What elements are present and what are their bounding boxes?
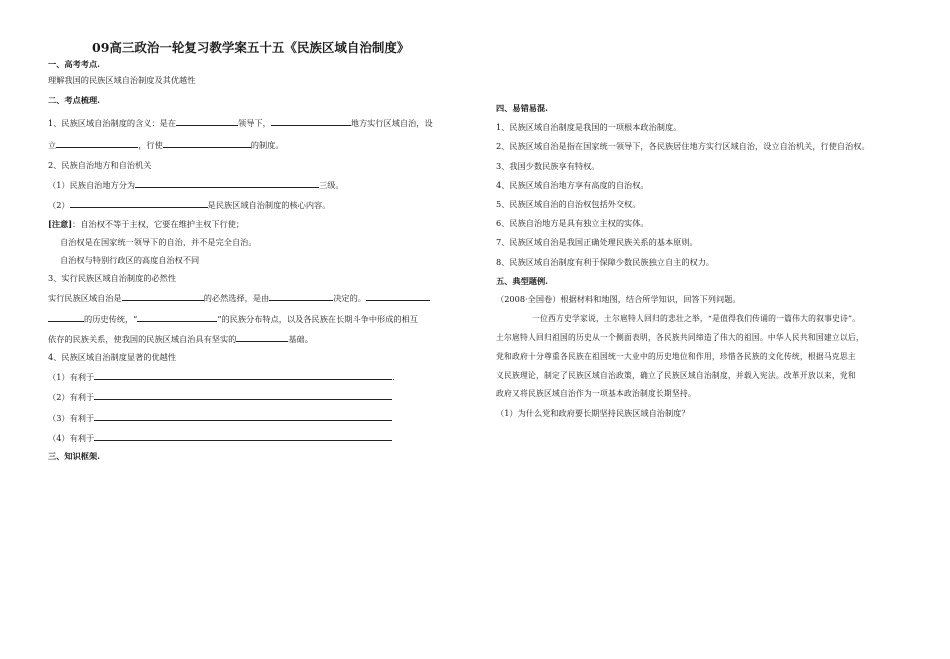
blank-field[interactable] <box>137 313 217 322</box>
section-4-heading: 四、易错易混. <box>496 103 548 113</box>
question-2-2 <box>48 199 468 209</box>
q1-text-f: 的制度。 <box>250 139 284 150</box>
section-1-heading: 一、高考考点. <box>48 59 100 69</box>
passage-line: 政府又将民族区域自治作为一项基本政治制度长期坚持。 <box>496 389 696 399</box>
section-2-heading: 二、考点梳理. <box>48 95 100 106</box>
q4-2-label: （2）有利于 <box>48 392 95 403</box>
question-4-2 <box>48 391 468 401</box>
q1-text-a: 1、民族区域自治制度的含义：是在 <box>48 117 177 128</box>
question-2-1 <box>48 179 468 189</box>
q1-text-e: ，行使 <box>138 139 163 150</box>
q3-text-a: 实行民族区域自治是 <box>48 293 122 304</box>
blank-field[interactable] <box>94 432 392 441</box>
blank-field[interactable] <box>94 412 392 421</box>
page-title: 09高三政治一轮复习教学案五十五《民族区域自治制度》 <box>92 40 410 55</box>
question-4-4 <box>48 432 468 442</box>
list-item: 8、民族区域自治制度有利于保障少数民族独立自主的权力。 <box>496 256 715 267</box>
note-label: [注意] <box>48 218 73 229</box>
q4-1-end: . <box>392 372 395 383</box>
q4-3-label: （3）有利于 <box>48 412 95 423</box>
list-item: 3、我国少数民族享有特权。 <box>496 160 600 171</box>
note-line-1 <box>48 220 468 228</box>
q1-text-b: 领导下， <box>238 117 271 128</box>
q4-4-label: （4）有利于 <box>48 432 95 443</box>
note-text-1: ：自治权不等于主权，它要在维护主权下行使； <box>72 218 245 229</box>
blank-field[interactable] <box>94 371 392 380</box>
q2-2-text-a: （2） <box>48 200 70 211</box>
question-1: （1）为什么党和政府要长期坚持民族区域自治制度？ <box>496 408 690 419</box>
section-1-text: 理解我国的民族区域自治制度及其优越性 <box>48 75 196 86</box>
section-3-heading: 三、知识框架. <box>48 451 100 462</box>
q3-text-c: 决定的。 <box>333 293 366 304</box>
passage-line: 一位西方史学家说，土尔扈特人回归的悲壮之举，“是值得我们传诵的一篇伟大的叙事史诗”。 <box>532 314 861 324</box>
question-4-heading: 4、民族区域自治制度显著的优越性 <box>48 352 177 363</box>
blank-field[interactable] <box>56 139 138 148</box>
list-item: 4、民族区域自治地方享有高度的自治权。 <box>496 179 649 190</box>
blank-field[interactable] <box>70 199 208 208</box>
q3-text-e: ”的民族分布特点，以及各民族在长期斗争中形成的相互 <box>217 313 418 324</box>
question-4-1 <box>48 371 468 381</box>
blank-field[interactable] <box>122 292 204 301</box>
passage-line: 土尔扈特人回归祖国的历史从一个侧面表明，各民族共同缔造了伟大的祖国。中华人民共和国建立以后， <box>496 333 864 343</box>
question-2-heading: 2、民族自治地方和自治机关 <box>48 160 152 171</box>
question-4-3 <box>48 412 468 422</box>
right-column <box>496 104 916 417</box>
passage-line: 党和政府十分尊重各民族在祖国统一大业中的历史地位和作用，珍惜各民族的文化传统，根据马克思主 <box>496 351 856 361</box>
q3-text-d: 的历史传统，“ <box>84 313 138 324</box>
q3-text-g: 基础。 <box>288 333 313 344</box>
question-3-line-1 <box>48 292 468 302</box>
note-line-3: 自治权与特别行政区的高度自治权不同 <box>60 255 200 266</box>
blank-field[interactable] <box>269 292 333 301</box>
question-1-line-2 <box>48 139 468 149</box>
question-3-heading: 3、实行民族区域自治制度的必然性 <box>48 273 177 284</box>
question-3-line-2 <box>48 313 468 323</box>
q1-text-c: 地方实行区域自治，设 <box>350 117 433 128</box>
q2-1-text-b: 三级。 <box>319 180 344 191</box>
blank-field[interactable] <box>135 179 319 188</box>
blank-field[interactable] <box>271 117 351 126</box>
section-5-heading: 五、典型题例. <box>496 275 548 286</box>
list-item: 6、民族自治地方是具有独立主权的实体。 <box>496 218 649 229</box>
blank-field[interactable] <box>236 333 288 342</box>
blank-field[interactable] <box>48 313 84 322</box>
question-1-line-1 <box>48 117 468 127</box>
blank-field[interactable] <box>94 391 392 400</box>
left-column <box>48 60 468 460</box>
q2-1-text-a: （1）民族自治地方分为 <box>48 180 136 191</box>
example-intro: （2008·全国卷）根据材料和地图，结合所学知识，回答下列问题。 <box>496 294 741 305</box>
q3-text-f: 依存的民族关系，使我国的民族区域自治具有坚实的 <box>48 333 237 344</box>
q3-text-b: 的必然选择，是由 <box>203 293 270 304</box>
blank-field[interactable] <box>366 292 430 301</box>
question-3-line-3 <box>48 333 468 343</box>
q2-2-text-b: 是民族区域自治制度的核心内容。 <box>207 200 331 211</box>
blank-field[interactable] <box>163 139 251 148</box>
passage-line: 义民族理论，制定了民族区域自治政策，确立了民族区域自治制度，并载入宪法。改革开放以来，党和 <box>496 370 856 380</box>
list-item: 2、民族区域自治是指在国家统一领导下，各民族居住地方实行区域自治，设立自治机关，行使自治权。 <box>496 141 870 152</box>
list-item: 7、民族区域自治是我国正确处理民族关系的基本原则。 <box>496 237 698 248</box>
q1-text-d: 立 <box>48 139 57 150</box>
list-item: 1、民族区域自治制度是我国的一项根本政治制度。 <box>496 122 682 133</box>
note-line-2: 自治权是在国家统一领导下的自治，并不是完全自治。 <box>60 236 257 247</box>
blank-field[interactable] <box>176 117 238 126</box>
q4-1-label: （1）有利于 <box>48 372 95 383</box>
list-item: 5、民族区域自治的自治权包括外交权。 <box>496 199 641 210</box>
